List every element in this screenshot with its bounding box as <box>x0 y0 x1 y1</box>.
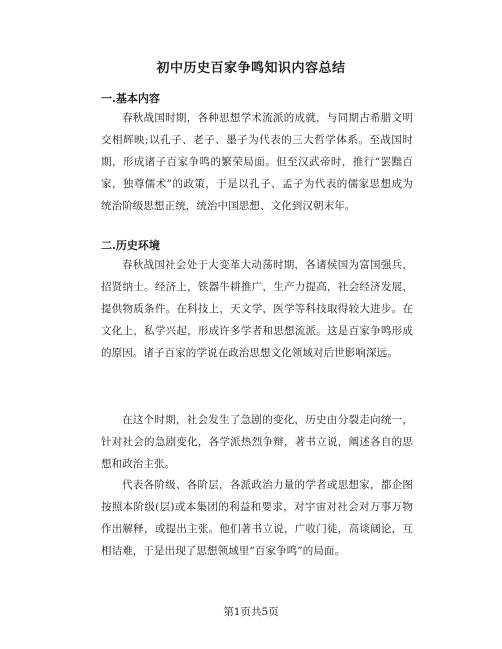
page-footer: 第1页共5页 <box>223 606 279 618</box>
page-title: 初中历史百家争鸣知识内容总结 <box>156 61 346 76</box>
paragraph-historical-background-2: 在这个时期，社会发生了急剧的变化，历史由分裂走向统一，针对社会的急剧变化，各学派热烈争辩，著书立说，阐述各自的思想和政治主张。 <box>101 414 413 470</box>
section-heading-historical-background: 二.历史环境 <box>101 239 160 252</box>
paragraph-historical-background-1: 春秋战国社会处于大变革大动荡时期，各诸侯国为富国强兵，招贤纳士。经济上，铁器牛耕推广，生产力提高，社会经济发展，提供物质条件。在科技上，天文学，医学等科技取得较大进步。在文化上，私学兴起，形成许多学者和思想流派。这是百家争鸣形成的原因。诸子百家的学说在政治思想文化领域对后世影响深远。 <box>101 259 413 359</box>
paragraph-basic-content: 春秋战国时期，各种思想学术流派的成就，与同期古希腊文明交相辉映;以孔子、老子、墨子为代表的三大哲学体系。至战国时期，形成诸子百家争鸣的繁荣局面。但至汉武帝时，推行“罢黜百家，独尊儒术”的政策，于是以孔子、孟子为代表的儒家思想成为统治阶级思想正统，统治中国思想、文化到汉朝末年。 <box>101 112 413 212</box>
paragraph-historical-background-3: 代表各阶级、各阶层，各派政治力量的学者或思想家，都企图按照本阶级(层)或本集团的利益和要求，对宇宙对社会对万事万物作出解释，或提出主张。他们著书立说，广收门徒，高谈阔论，互相诘难，于是出现了思想领域里“百家争鸣”的局面。 <box>101 479 413 557</box>
section-heading-basic-content: 一.基本内容 <box>101 92 160 105</box>
